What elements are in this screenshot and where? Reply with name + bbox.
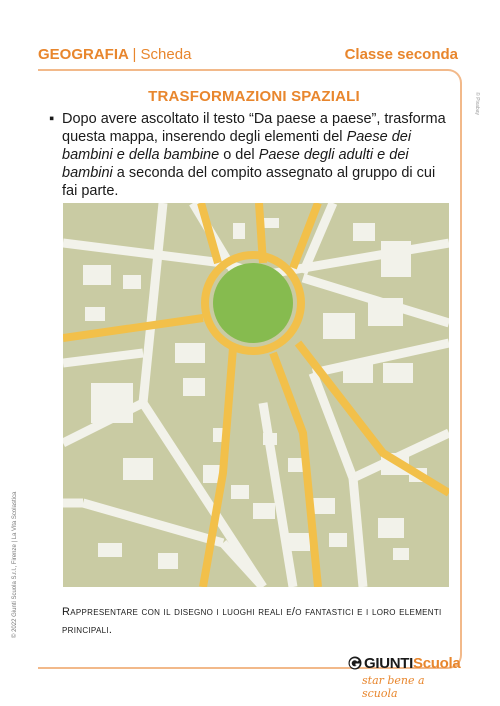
publisher-name: [364, 655, 460, 672]
publisher-tagline: star bene a scuola: [362, 674, 425, 700]
subject-name: GEOGRAFIA: [38, 46, 129, 63]
publisher-name-a: GIUNTI: [364, 655, 414, 672]
instruction-emphasis-2: Paese degli adulti e dei bambini: [62, 147, 409, 181]
sheet-kind: Scheda: [140, 46, 192, 63]
page-header: [38, 40, 458, 70]
page-title: TRASFORMAZIONI SPAZIALI: [148, 88, 360, 105]
bullet-marker: ▪: [49, 111, 55, 127]
instruction-emphasis-1: Paese dei bambini e della bambine: [62, 129, 412, 163]
image-credit: © Pixabay: [474, 92, 480, 115]
subject-label: [38, 46, 191, 63]
instruction-part-3: a seconda del compito assegnato al gruppo di cui fai parte.: [62, 165, 436, 199]
instruction-part-1: Dopo avere ascoltato il testo “Da paese a paese”, trasforma questa mappa, inserendo degli elementi del: [62, 111, 446, 145]
town-map: [63, 203, 449, 587]
instruction-part-2: o del: [219, 147, 259, 163]
footer-instruction: Rappresentare con il disegno i luoghi reali e/o fantastici e i loro elementi principali.: [62, 606, 442, 636]
publisher-name-b: Scuola: [413, 655, 461, 672]
copyright-notice: © 2022 Giunti Scuola S.r.l., Firenze | La Vita Scolastica: [12, 491, 18, 638]
grade-label: Classe seconda: [344, 46, 458, 63]
header-separator: |: [132, 46, 137, 63]
publisher-logo: [348, 655, 461, 700]
giunti-g-icon: [348, 656, 362, 670]
instruction-text: [49, 110, 452, 200]
central-park: [213, 263, 293, 343]
